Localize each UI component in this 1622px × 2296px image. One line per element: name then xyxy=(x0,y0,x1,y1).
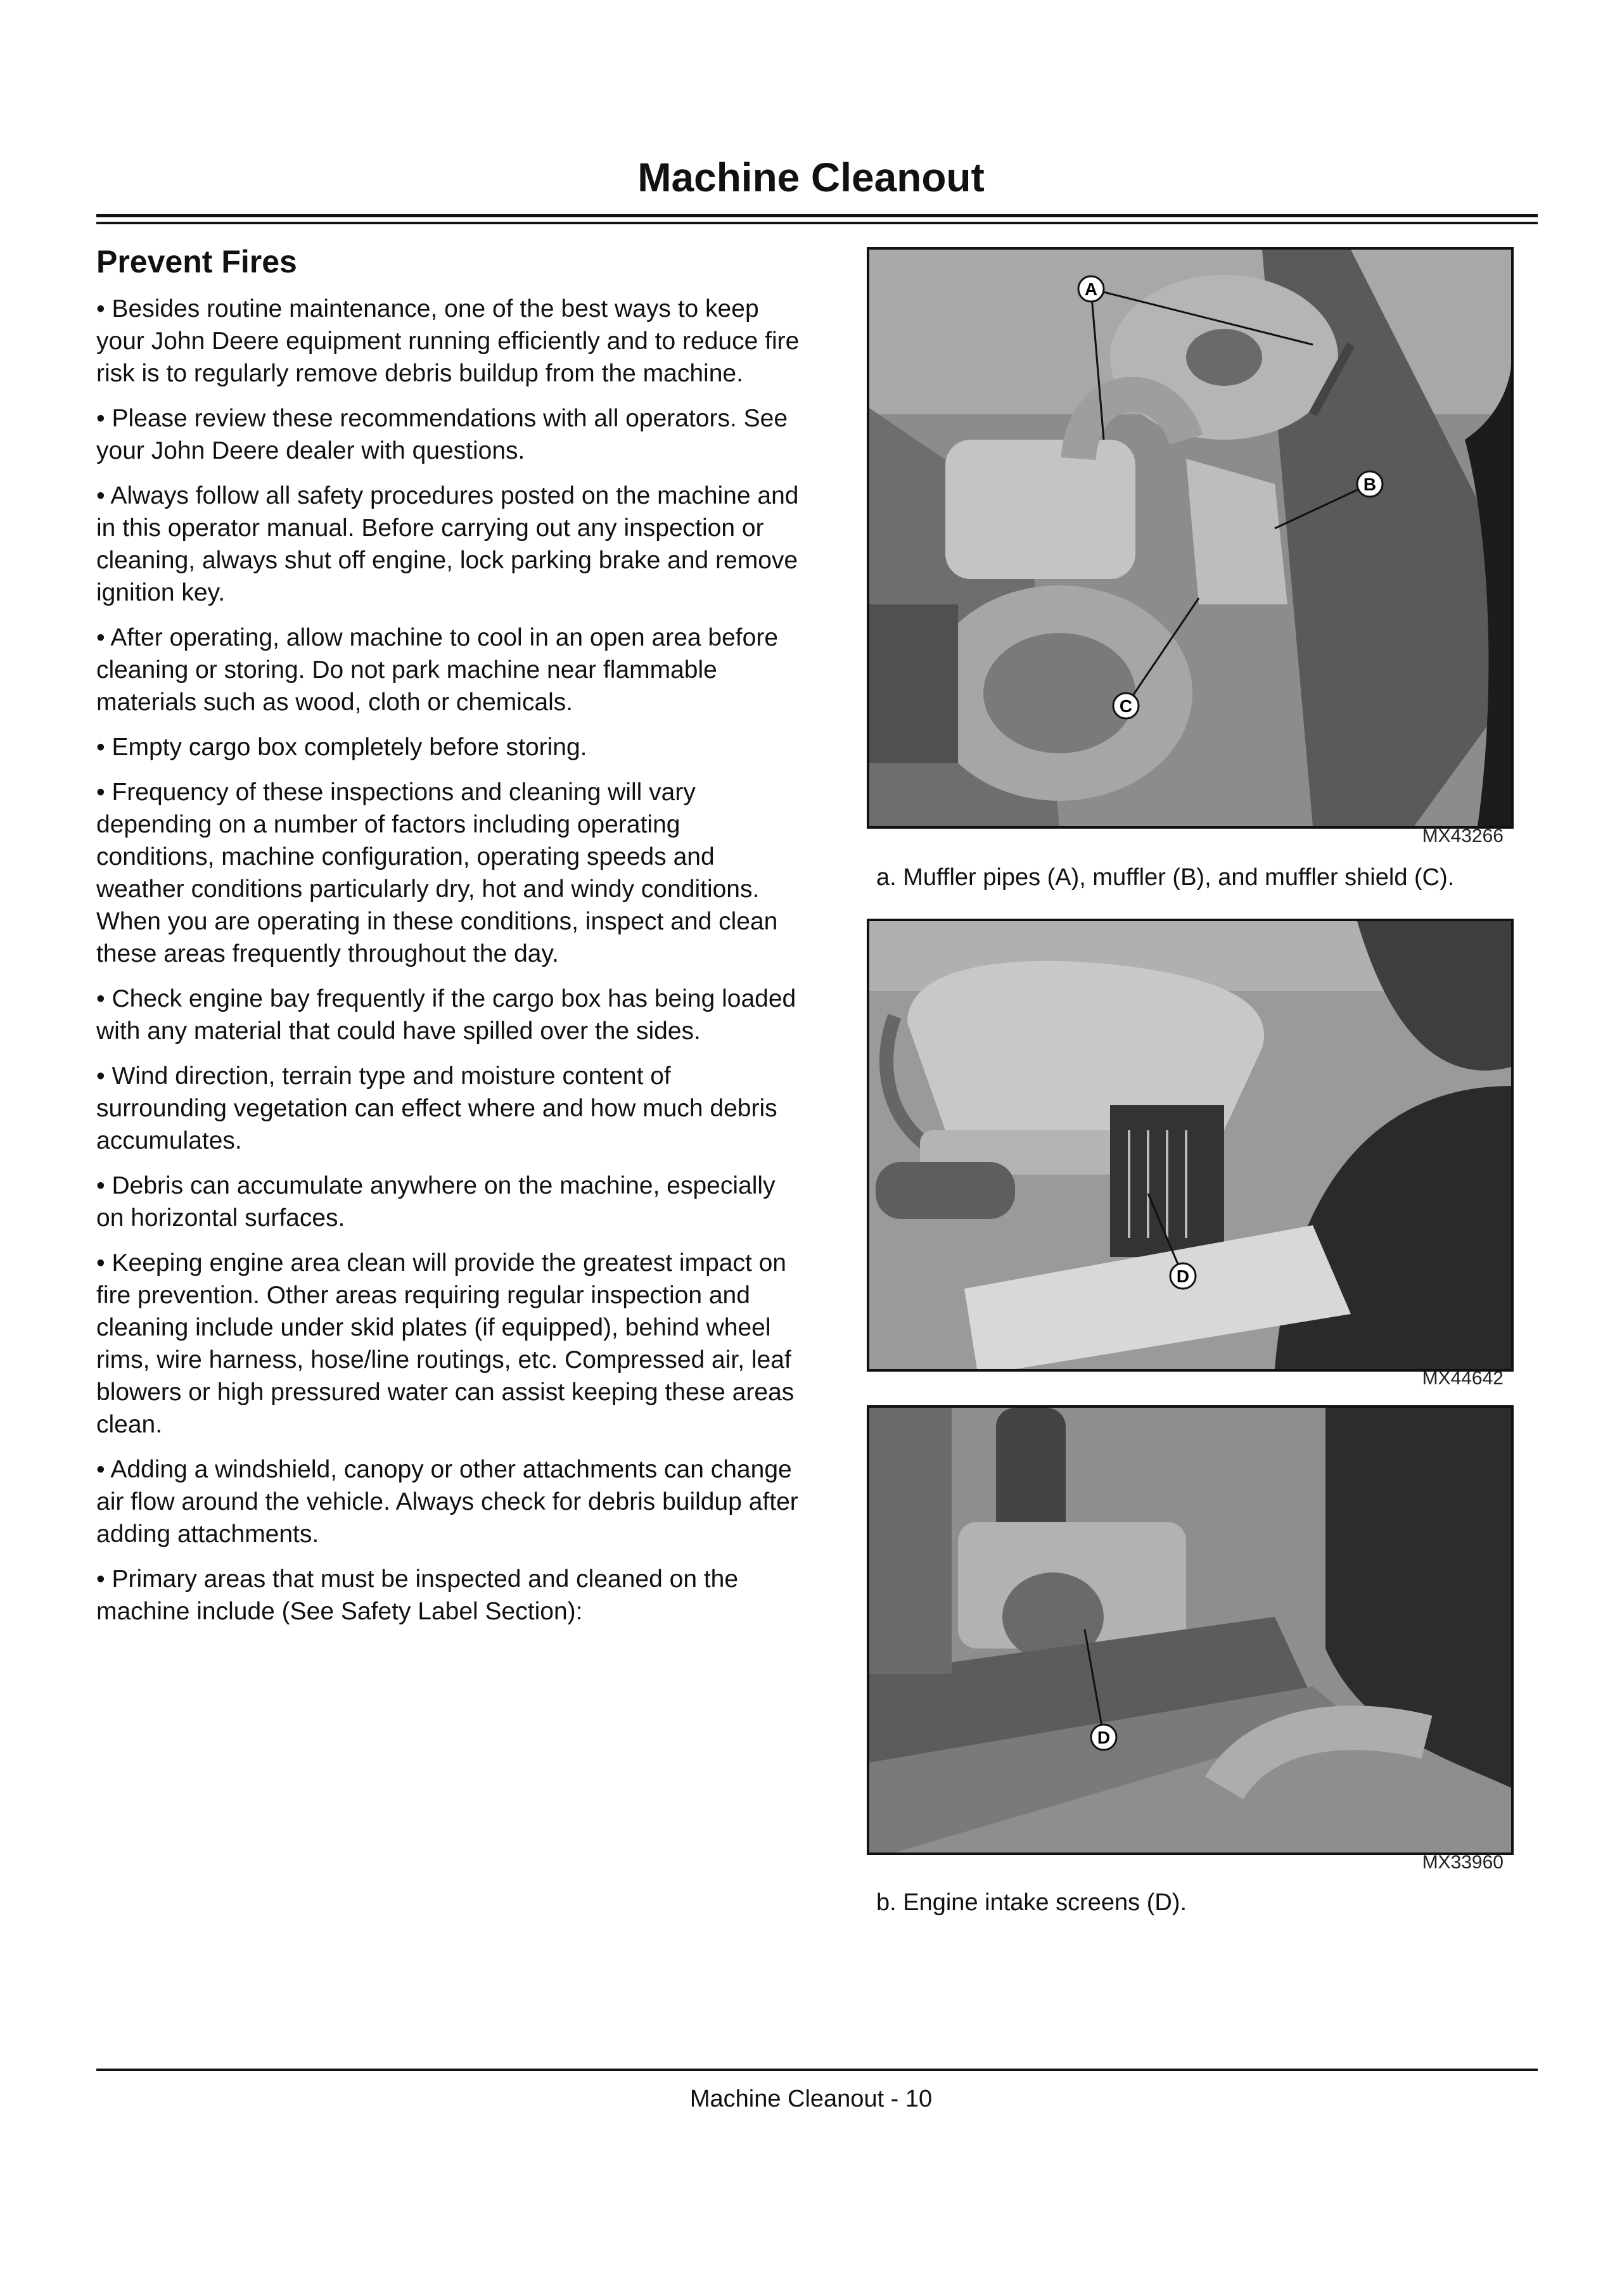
footer-rule xyxy=(96,2069,1538,2071)
bullet-item: • Adding a windshield, canopy or other attachments can change air flow around the vehicle. Always check for debris buildup after adding attachments. xyxy=(96,1456,798,1548)
figure-code: MX43266 xyxy=(1422,826,1504,846)
callout-label: B xyxy=(1363,475,1377,494)
figure-intake-screen-seat xyxy=(867,919,1514,1372)
page-title: Machine Cleanout xyxy=(637,155,985,200)
bullet-item: • Please review these recommendations with all operators. See your John Deere dealer with questions. xyxy=(96,405,788,464)
callout-label: D xyxy=(1176,1266,1190,1286)
left-column xyxy=(96,239,803,1640)
figure-muffler xyxy=(867,247,1514,829)
caption-b: b. Engine intake screens (D). xyxy=(876,1889,1187,1916)
seat-illustration xyxy=(869,921,1511,1369)
bullet-item: • Check engine bay frequently if the cargo box has being loaded with any material that could have spilled over the sides. xyxy=(96,985,796,1045)
header-rule-thin xyxy=(96,222,1538,224)
bullet-item: • Debris can accumulate anywhere on the machine, especially on horizontal surfaces. xyxy=(96,1172,776,1232)
callout-label: D xyxy=(1097,1728,1111,1747)
section-heading: Prevent Fires xyxy=(96,244,297,279)
bullet-item: • Primary areas that must be inspected and cleaned on the machine include (See Safety Label Section): xyxy=(96,1566,739,1625)
page-footer: Machine Cleanout - 10 xyxy=(689,2086,933,2112)
callout-label: A xyxy=(1084,279,1098,299)
bullet-item: • Besides routine maintenance, one of the best ways to keep your John Deere equipment running efficiently and to reduce fire risk is to regularly remove debris buildup from the machine. xyxy=(96,295,800,387)
bullet-item: • Frequency of these inspections and cleaning will vary depending on a number of factors including operating conditions, machine configuration, operating speeds and weather conditions particularly dry, hot and windy conditions. When you are operating in these conditions, inspect and clean these areas frequently throughout the day. xyxy=(96,779,778,967)
bullet-item: • Keeping engine area clean will provide the greatest impact on fire prevention. Other areas requiring regular inspection and cleaning include under skid plates (if equipped), behind wheel rims, wire harness, hose/line routings, etc. Compressed air, leaf blowers or high pressured water can assist keeping these areas clean. xyxy=(96,1249,795,1438)
bullet-item: • Wind direction, terrain type and moisture content of surrounding vegetation can effect where and how much debris accumulates. xyxy=(96,1062,777,1154)
bullet-item: • Always follow all safety procedures posted on the machine and in this operator manual. Before carrying out any inspection or cleaning, always shut off engine, lock parking brake and remove ignition key. xyxy=(96,482,799,606)
figure-intake-screen-engine xyxy=(867,1405,1514,1855)
muffler-illustration xyxy=(869,250,1511,826)
header-rule-thick xyxy=(96,214,1538,217)
figure-code: MX33960 xyxy=(1422,1852,1504,1873)
bullet-item: • Empty cargo box completely before storing. xyxy=(96,734,587,761)
engine-illustration xyxy=(869,1408,1511,1853)
callout-label: C xyxy=(1119,696,1133,716)
figure-code: MX44642 xyxy=(1422,1368,1504,1389)
bullet-item: • After operating, allow machine to cool in an open area before cleaning or storing. Do not park machine near flammable materials such as wood, cloth or chemicals. xyxy=(96,624,779,716)
caption-a: a. Muffler pipes (A), muffler (B), and muffler shield (C). xyxy=(876,864,1455,891)
